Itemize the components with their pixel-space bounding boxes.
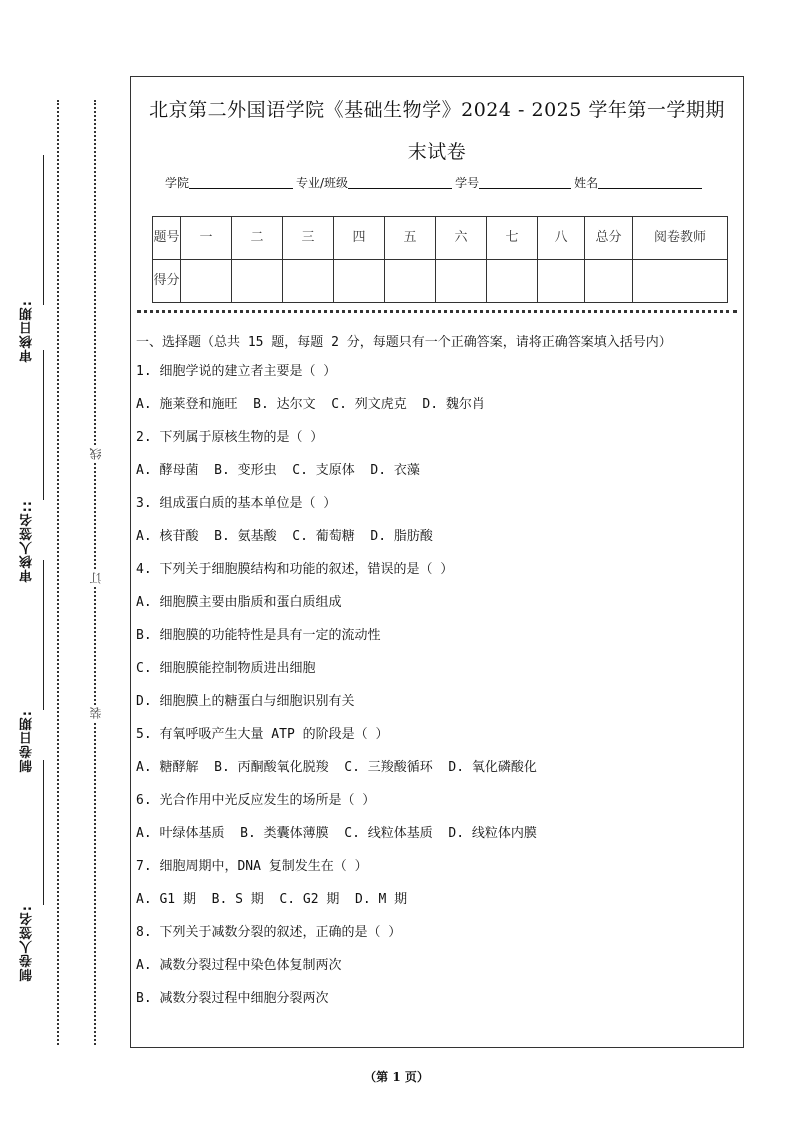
section-heading: 一、选择题（总共 15 题，每题 2 分，每题只有一个正确答案，请将正确答案填入括号内） <box>136 335 672 350</box>
score-cell-total[interactable] <box>585 260 633 303</box>
score-row-label: 得分 <box>153 260 181 303</box>
question-stem: 7. 细胞周期中，DNA 复制发生在（ ） <box>136 859 368 874</box>
page-number: （第 1 页） <box>364 1070 429 1084</box>
score-table <box>152 216 728 303</box>
question-option: D. 细胞膜上的糖蛋白与细胞识别有关 <box>136 694 355 709</box>
maker-sign-underline[interactable] <box>43 760 44 905</box>
question-option: B. 减数分裂过程中细胞分裂两次 <box>136 991 329 1006</box>
reviewer-sign-underline[interactable] <box>43 350 44 500</box>
maker-sign-field <box>18 905 54 981</box>
score-col-total: 总分 <box>585 217 633 260</box>
score-cell[interactable] <box>385 260 436 303</box>
major-class-label: 专业/班级 <box>296 176 349 190</box>
exam-title <box>131 89 743 173</box>
question-option: C. 细胞膜能控制物质进出细胞 <box>136 661 316 676</box>
question-stem: 5. 有氧呼吸产生大量 ATP 的阶段是（ ） <box>136 727 389 742</box>
reviewer-date-underline[interactable] <box>43 155 44 305</box>
question-option: A. 减数分裂过程中染色体复制两次 <box>136 958 342 973</box>
score-cell[interactable] <box>232 260 283 303</box>
question-number-label: 题号 <box>153 217 181 260</box>
question-list <box>136 331 740 1021</box>
reviewer-date-label: 审核日期: <box>20 300 35 363</box>
question-option: B. 细胞膜的功能特性是具有一定的流动性 <box>136 628 381 643</box>
major-class-input[interactable] <box>348 176 452 189</box>
score-cell[interactable] <box>436 260 487 303</box>
question-option: A. 糖酵解 B. 丙酮酸氧化脱羧 C. 三羧酸循环 D. 氧化磷酸化 <box>136 760 537 775</box>
question-option: A. 核苷酸 B. 氨基酸 C. 葡萄糖 D. 脂肪酸 <box>136 529 433 544</box>
section-divider <box>137 310 737 313</box>
question-option: A. 细胞膜主要由脂质和蛋白质组成 <box>136 595 342 610</box>
score-col-5: 五 <box>385 217 436 260</box>
exam-title-line2: 末试卷 <box>407 141 467 163</box>
question-option: A. 施莱登和施旺 B. 达尔文 C. 列文虎克 D. 魏尔肖 <box>136 397 485 412</box>
score-col-3: 三 <box>283 217 334 260</box>
score-col-8: 八 <box>538 217 585 260</box>
exam-title-line1: 北京第二外国语学院《基础生物学》2024 - 2025 学年第一学期期 <box>149 99 725 121</box>
binding-mark-ding: 订 <box>89 572 103 584</box>
student-id-input[interactable] <box>479 176 571 189</box>
student-info-row <box>165 174 705 191</box>
question-option: A. G1 期 B. S 期 C. G2 期 D. M 期 <box>136 892 408 907</box>
question-option: A. 叶绿体基质 B. 类囊体薄膜 C. 线粒体基质 D. 线粒体内膜 <box>136 826 537 841</box>
score-col-2: 二 <box>232 217 283 260</box>
question-stem: 1. 细胞学说的建立者主要是（ ） <box>136 364 337 379</box>
score-col-4: 四 <box>334 217 385 260</box>
score-col-6: 六 <box>436 217 487 260</box>
name-label: 姓名 <box>574 176 599 190</box>
score-cell[interactable] <box>334 260 385 303</box>
college-input[interactable] <box>189 176 293 189</box>
maker-date-label: 制卷日期: <box>20 710 35 773</box>
question-stem: 3. 组成蛋白质的基本单位是（ ） <box>136 496 337 511</box>
score-col-7: 七 <box>487 217 538 260</box>
maker-date-underline[interactable] <box>43 560 44 710</box>
grader-label: 阅卷教师 <box>633 217 728 260</box>
maker-date-field <box>18 710 54 772</box>
student-id-label: 学号 <box>455 176 480 190</box>
name-input[interactable] <box>598 176 702 189</box>
grader-cell[interactable] <box>633 260 728 303</box>
question-option: A. 酵母菌 B. 变形虫 C. 支原体 D. 衣藻 <box>136 463 420 478</box>
question-stem: 8. 下列关于减数分裂的叙述，正确的是（ ） <box>136 925 402 940</box>
maker-sign-label: 制卷人签名: <box>20 905 35 982</box>
score-table-score-row <box>153 260 728 303</box>
college-label: 学院 <box>165 176 190 190</box>
question-stem: 2. 下列属于原核生物的是（ ） <box>136 430 324 445</box>
score-cell[interactable] <box>283 260 334 303</box>
score-cell[interactable] <box>181 260 232 303</box>
reviewer-sign-label: 审核人签名:: <box>20 500 35 583</box>
reviewer-sign-field <box>18 500 54 582</box>
exam-frame <box>130 76 744 1048</box>
score-col-1: 一 <box>181 217 232 260</box>
question-stem: 6. 光合作用中光反应发生的场所是（ ） <box>136 793 376 808</box>
score-table-header-row <box>153 217 728 260</box>
binding-mark-zhuang: 装 <box>89 707 103 719</box>
binding-line-outer <box>57 100 59 1045</box>
reviewer-date-field <box>18 300 54 362</box>
question-stem: 4. 下列关于细胞膜结构和功能的叙述，错误的是（ ） <box>136 562 454 577</box>
binding-mark-xian: 线 <box>89 448 103 460</box>
score-cell[interactable] <box>538 260 585 303</box>
score-cell[interactable] <box>487 260 538 303</box>
